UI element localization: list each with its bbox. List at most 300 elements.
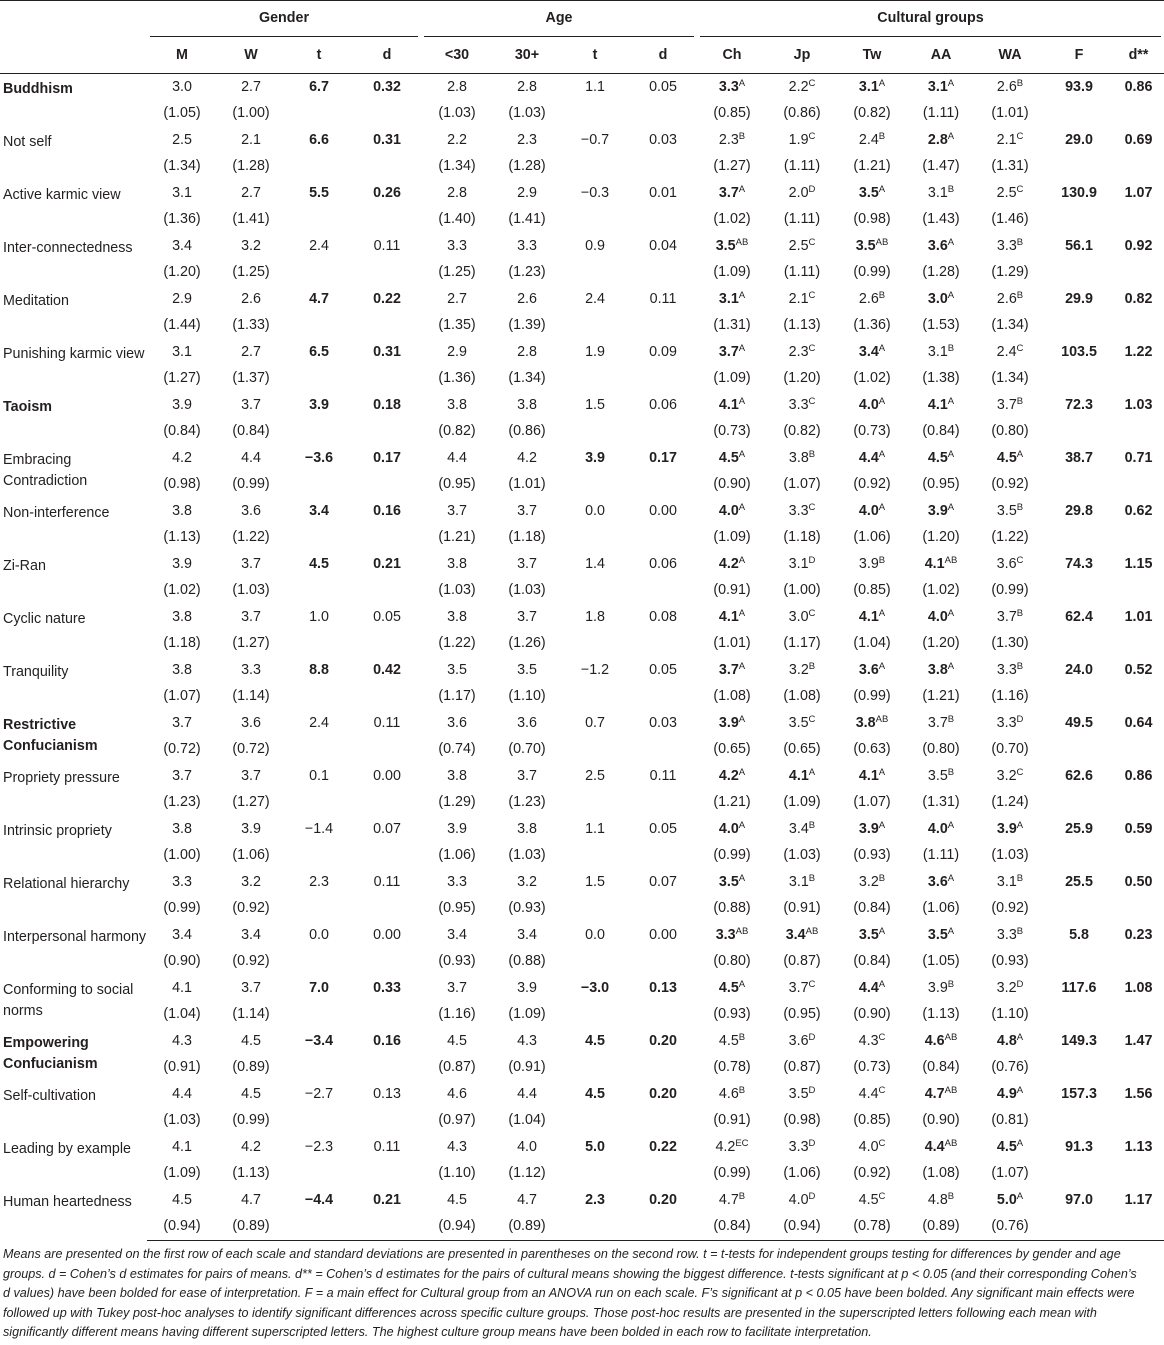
cell-value: [217, 445, 285, 471]
cell-value: [147, 180, 217, 206]
group-header-age: Age: [421, 1, 697, 38]
cell-mean: 1.07: [1124, 184, 1153, 201]
cell-mean: 4.2: [517, 449, 537, 466]
table-row-sd: [0, 1213, 1164, 1241]
cell-sd: [353, 1213, 421, 1241]
cell-mean: 0.13: [373, 1085, 401, 1102]
cell-sd: (1.22): [991, 529, 1029, 545]
posthoc-superscript: B: [1016, 607, 1024, 619]
cell-mean: 29.0: [1065, 131, 1093, 148]
cell-mean: 3.5: [517, 661, 537, 678]
cell-sd: [1045, 948, 1113, 975]
posthoc-superscript: B: [1016, 872, 1024, 884]
cell-mean: 2.8: [927, 131, 948, 148]
cell-sd: [629, 259, 697, 286]
cell-sd: [1045, 100, 1113, 127]
cell-mean: 0.00: [373, 767, 401, 784]
cell-sd: [1113, 153, 1164, 180]
cell-mean: 1.13: [1124, 1138, 1153, 1155]
cell-value: [975, 392, 1045, 418]
cell-value: [837, 1081, 907, 1107]
cell-mean: 4.2: [715, 1138, 736, 1155]
cell-value: [975, 710, 1045, 736]
table-row-sd: [0, 1107, 1164, 1134]
cell-mean: 3.3: [241, 661, 261, 678]
cell-value: [1113, 1028, 1164, 1054]
cell-value: [421, 127, 493, 153]
cell-sd: [1045, 736, 1113, 763]
cell-value: [767, 816, 837, 842]
cell-sd: (1.00): [163, 847, 201, 863]
cell-mean: 4.0: [788, 1191, 809, 1208]
scale-label: Taoism: [3, 399, 52, 415]
cell-mean: 2.3: [309, 873, 329, 890]
cell-value: [1045, 763, 1113, 789]
cell-sd: (0.97): [438, 1112, 476, 1128]
cell-sd: (1.27): [232, 794, 270, 810]
cell-value: [285, 604, 353, 630]
cell-mean: 3.8: [447, 608, 467, 625]
cell-value: [697, 710, 767, 736]
cell-mean: 4.0: [858, 1138, 879, 1155]
cell-mean: 24.0: [1065, 661, 1093, 678]
cell-value: [147, 445, 217, 471]
cell-mean: 2.6: [996, 78, 1017, 95]
cell-mean: 1.4: [585, 555, 605, 572]
cell-mean: 4.2: [241, 1138, 261, 1155]
cell-value: [353, 445, 421, 471]
cell-sd: [353, 577, 421, 604]
cell-mean: 3.7: [718, 343, 739, 360]
cell-value: [629, 180, 697, 206]
cell-mean: 3.3: [788, 1138, 809, 1155]
cell-mean: 3.5: [718, 873, 739, 890]
cell-value: [975, 657, 1045, 683]
cell-mean: 0.00: [373, 926, 401, 943]
table-row-sd: [0, 1001, 1164, 1028]
cell-value: [493, 392, 561, 418]
table-row: [0, 763, 1164, 789]
cell-value: [561, 1081, 629, 1107]
cell-mean: 3.7: [241, 767, 261, 784]
cell-sd: (1.03): [508, 582, 546, 598]
posthoc-superscript: A: [878, 395, 886, 407]
cell-value: [285, 922, 353, 948]
cell-value: [629, 1187, 697, 1213]
cell-mean: 4.3: [858, 1032, 879, 1049]
cell-mean: 5.5: [309, 184, 329, 201]
cell-value: [767, 922, 837, 948]
cell-value: [353, 869, 421, 895]
cell-sd: (1.13): [163, 529, 201, 545]
cell-sd: [561, 524, 629, 551]
cell-value: [907, 339, 975, 365]
cell-sd: (1.09): [713, 529, 751, 545]
cell-sd: (1.02): [713, 211, 751, 227]
cell-mean: 0.11: [373, 1138, 401, 1155]
cell-value: [147, 74, 217, 101]
cell-value: [907, 233, 975, 259]
cell-value: [697, 392, 767, 418]
cell-sd: (0.95): [438, 900, 476, 916]
cell-sd: (1.53): [922, 317, 960, 333]
posthoc-superscript: A: [947, 872, 955, 884]
cell-sd: (0.94): [147, 1213, 217, 1241]
cell-sd: (1.09): [163, 1165, 201, 1181]
cell-value: [975, 604, 1045, 630]
cell-mean: −3.4: [304, 1032, 334, 1049]
cell-sd: (0.76): [991, 1059, 1029, 1075]
cell-mean: 3.4: [172, 237, 192, 254]
cell-mean: 4.5: [585, 1085, 605, 1102]
posthoc-superscript: A: [738, 819, 746, 831]
cell-value: [767, 975, 837, 1001]
cell-sd: [629, 524, 697, 551]
cell-mean: 4.0: [718, 820, 739, 837]
cell-value: [493, 339, 561, 365]
cell-sd: [353, 1107, 421, 1134]
cell-sd: (1.06): [922, 900, 960, 916]
cell-mean: 3.4: [447, 926, 467, 943]
column-header: 30+: [493, 37, 561, 74]
posthoc-superscript: C: [1016, 183, 1024, 195]
cell-sd: (1.08): [713, 688, 751, 704]
cell-mean: 4.4: [858, 979, 879, 996]
cell-mean: 0.52: [1124, 661, 1153, 678]
cell-sd: (1.03): [232, 582, 270, 598]
posthoc-superscript: B: [878, 289, 886, 301]
cell-sd: (1.29): [991, 264, 1029, 280]
cell-sd: [1113, 259, 1164, 286]
cell-value: [147, 710, 217, 736]
cell-value: [837, 498, 907, 524]
cell-mean: 3.7: [517, 608, 537, 625]
cell-sd: (1.00): [232, 105, 270, 121]
cell-mean: 0.07: [373, 820, 401, 837]
table-row: [0, 127, 1164, 153]
cell-mean: −2.7: [304, 1085, 334, 1102]
cell-value: [907, 975, 975, 1001]
cell-mean: 3.2: [996, 979, 1017, 996]
cell-value: [421, 922, 493, 948]
cell-sd: [1113, 842, 1164, 869]
posthoc-superscript: A: [738, 872, 746, 884]
cell-sd: (1.07): [783, 476, 821, 492]
cell-value: [217, 392, 285, 418]
subscale-label: Interpersonal harmony: [3, 929, 147, 945]
cell-mean: 3.3: [996, 237, 1017, 254]
cell-value: [697, 74, 767, 101]
cell-mean: 3.6: [858, 661, 879, 678]
cell-mean: 2.9: [517, 184, 537, 201]
cell-sd: (0.78): [837, 1213, 907, 1241]
cell-mean: 3.6: [241, 502, 261, 519]
cell-mean: 4.3: [447, 1138, 467, 1155]
cell-value: [1045, 339, 1113, 365]
cell-mean: 2.6: [996, 290, 1017, 307]
cell-mean: 3.5: [927, 767, 948, 784]
cell-sd: [1113, 1001, 1164, 1028]
cell-sd: (1.03): [508, 105, 546, 121]
posthoc-superscript: C: [878, 1190, 886, 1202]
cell-value: [285, 74, 353, 101]
column-header-row: [0, 37, 1164, 74]
table-row-sd: [0, 524, 1164, 551]
cell-mean: 3.1: [718, 290, 739, 307]
cell-sd: (0.80): [922, 741, 960, 757]
posthoc-superscript: A: [878, 77, 886, 89]
cell-mean: 3.1: [927, 78, 948, 95]
posthoc-superscript: A: [878, 819, 886, 831]
cell-mean: 1.01: [1124, 608, 1153, 625]
posthoc-superscript: B: [738, 1084, 746, 1096]
posthoc-superscript: A: [738, 660, 746, 672]
cell-mean: 3.5: [447, 661, 467, 678]
posthoc-superscript: C: [1016, 554, 1024, 566]
scale-label: Empowering Confucianism: [3, 1035, 98, 1072]
cell-value: [975, 869, 1045, 895]
posthoc-superscript: EC: [735, 1137, 749, 1149]
cell-mean: 0.01: [649, 184, 677, 201]
cell-mean: 3.5: [788, 1085, 809, 1102]
cell-sd: [1113, 736, 1164, 763]
cell-mean: 3.7: [718, 661, 739, 678]
posthoc-superscript: A: [738, 395, 746, 407]
cell-value: [493, 233, 561, 259]
posthoc-superscript: A: [947, 289, 955, 301]
cell-mean: 4.5: [447, 1191, 467, 1208]
posthoc-superscript: B: [878, 872, 886, 884]
cell-mean: 4.6: [447, 1085, 467, 1102]
cell-sd: [1113, 100, 1164, 127]
cell-mean: 2.3: [718, 131, 739, 148]
cell-value: [147, 1028, 217, 1054]
cell-value: [147, 127, 217, 153]
cell-value: [421, 604, 493, 630]
cell-mean: 4.9: [996, 1085, 1017, 1102]
subscale-label: Relational hierarchy: [3, 876, 130, 892]
cell-sd: (0.99): [853, 264, 891, 280]
cell-value: [421, 392, 493, 418]
cell-mean: 3.4: [517, 926, 537, 943]
posthoc-superscript: C: [808, 77, 816, 89]
cell-sd: (0.99): [853, 688, 891, 704]
posthoc-superscript: B: [738, 1031, 746, 1043]
cell-value: [353, 1187, 421, 1213]
cell-sd: [1113, 471, 1164, 498]
cell-sd: (1.29): [438, 794, 476, 810]
cell-sd: [1045, 1001, 1113, 1028]
cell-sd: (0.89): [493, 1213, 561, 1241]
cell-sd: (1.11): [922, 105, 960, 121]
cell-sd: (0.93): [713, 1006, 751, 1022]
cell-sd: (0.82): [853, 105, 891, 121]
cell-value: [561, 816, 629, 842]
cell-value: [421, 286, 493, 312]
cell-value: [629, 286, 697, 312]
posthoc-superscript: A: [947, 236, 955, 248]
cell-mean: 3.7: [517, 767, 537, 784]
cell-sd: [629, 789, 697, 816]
cell-sd: [1045, 842, 1113, 869]
cell-sd: [285, 1054, 353, 1081]
cell-sd: [629, 418, 697, 445]
cell-value: [837, 1028, 907, 1054]
cell-sd: [561, 312, 629, 339]
cell-value: [421, 445, 493, 471]
cell-mean: 62.6: [1065, 767, 1093, 784]
posthoc-superscript: A: [947, 607, 955, 619]
cell-value: [147, 233, 217, 259]
cell-value: [767, 339, 837, 365]
subscale-label: Tranquility: [3, 664, 69, 680]
cell-value: [1113, 445, 1164, 471]
scale-label: Buddhism: [3, 81, 73, 97]
cell-mean: 4.7: [718, 1191, 739, 1208]
cell-sd: (0.90): [713, 476, 751, 492]
posthoc-superscript: A: [1016, 1137, 1024, 1149]
cell-value: [421, 975, 493, 1001]
posthoc-superscript: AB: [875, 236, 889, 248]
cell-sd: (0.90): [853, 1006, 891, 1022]
cell-mean: 4.5: [718, 979, 739, 996]
table-row-sd: [0, 418, 1164, 445]
cell-value: [147, 975, 217, 1001]
cell-mean: 3.7: [996, 396, 1017, 413]
cell-sd: (1.16): [991, 688, 1029, 704]
cell-sd: (1.46): [991, 211, 1029, 227]
cell-value: [975, 922, 1045, 948]
cell-value: [561, 551, 629, 577]
table-row: [0, 975, 1164, 1001]
cell-value: [1045, 127, 1113, 153]
cell-mean: 3.2: [996, 767, 1017, 784]
cell-sd: (1.21): [713, 794, 751, 810]
cell-value: [353, 551, 421, 577]
cell-value: [1113, 339, 1164, 365]
cell-sd: [1045, 206, 1113, 233]
cell-mean: 0.33: [373, 979, 401, 996]
cell-sd: (1.06): [232, 847, 270, 863]
cell-value: [285, 763, 353, 789]
column-header: W: [217, 37, 285, 74]
cell-mean: 4.7: [517, 1191, 537, 1208]
cell-mean: 49.5: [1065, 714, 1093, 731]
cell-mean: 3.0: [788, 608, 809, 625]
cell-mean: 0.20: [649, 1191, 677, 1208]
cell-sd: (0.93): [991, 953, 1029, 969]
cell-mean: 3.8: [447, 767, 467, 784]
cell-mean: 0.31: [373, 131, 401, 148]
cell-sd: (1.28): [508, 158, 546, 174]
cell-sd: [561, 1107, 629, 1134]
cell-value: [767, 763, 837, 789]
cell-mean: −1.2: [580, 661, 610, 678]
cell-value: [1113, 551, 1164, 577]
cell-sd: (1.02): [853, 370, 891, 386]
cell-value: [493, 763, 561, 789]
cell-value: [1113, 392, 1164, 418]
posthoc-superscript: B: [947, 766, 955, 778]
posthoc-superscript: C: [808, 236, 816, 248]
cell-sd: (0.70): [991, 741, 1029, 757]
cell-value: [493, 74, 561, 101]
cell-value: [561, 1134, 629, 1160]
cell-value: [421, 763, 493, 789]
cell-sd: (1.08): [922, 1165, 960, 1181]
cell-sd: [353, 1160, 421, 1187]
cell-value: [561, 1028, 629, 1054]
cell-value: [907, 74, 975, 101]
cell-value: [629, 74, 697, 101]
column-header: AA: [907, 37, 975, 74]
cell-sd: (1.28): [922, 264, 960, 280]
posthoc-superscript: A: [808, 766, 816, 778]
cell-sd: [1113, 1054, 1164, 1081]
cell-sd: (1.02): [922, 582, 960, 598]
cell-sd: (1.30): [991, 635, 1029, 651]
posthoc-superscript: AB: [944, 1031, 958, 1043]
cell-sd: [353, 842, 421, 869]
cell-sd: [353, 895, 421, 922]
cell-value: [421, 1028, 493, 1054]
cell-sd: (1.39): [508, 317, 546, 333]
cell-sd: (1.11): [922, 847, 960, 863]
cell-sd: [561, 1160, 629, 1187]
cell-sd: [1045, 153, 1113, 180]
cell-sd: [561, 1054, 629, 1081]
cell-sd: [629, 842, 697, 869]
posthoc-superscript: B: [808, 448, 816, 460]
cell-value: [421, 180, 493, 206]
cell-value: [493, 816, 561, 842]
cell-mean: 2.9: [172, 290, 192, 307]
cell-value: [217, 975, 285, 1001]
cell-sd: [353, 153, 421, 180]
cell-sd: (1.20): [922, 635, 960, 651]
cell-sd: (1.04): [163, 1006, 201, 1022]
posthoc-superscript: A: [738, 448, 746, 460]
cell-value: [629, 392, 697, 418]
cell-mean: 3.7: [172, 714, 192, 731]
posthoc-superscript: B: [808, 660, 816, 672]
cell-value: [421, 74, 493, 101]
cell-mean: 2.4: [309, 237, 329, 254]
cell-value: [493, 657, 561, 683]
cell-mean: 0.11: [373, 873, 401, 890]
cell-mean: 3.7: [718, 184, 739, 201]
cell-mean: 0.20: [649, 1032, 677, 1049]
cell-sd: [1045, 312, 1113, 339]
cell-value: [837, 392, 907, 418]
cell-value: [285, 1187, 353, 1213]
cell-sd: (0.84): [232, 423, 270, 439]
cell-mean: 3.9: [996, 820, 1017, 837]
cell-sd: (1.20): [922, 529, 960, 545]
table-row: [0, 551, 1164, 577]
cell-sd: (0.84): [853, 953, 891, 969]
cell-mean: 0.1: [309, 767, 329, 784]
cell-sd: (0.93): [508, 900, 546, 916]
posthoc-superscript: B: [808, 819, 816, 831]
cell-value: [353, 710, 421, 736]
cell-value: [975, 180, 1045, 206]
cell-sd: (1.28): [232, 158, 270, 174]
cell-sd: (1.36): [438, 370, 476, 386]
cell-mean: 3.9: [927, 979, 948, 996]
cell-sd: (1.31): [713, 317, 751, 333]
cell-value: [1113, 180, 1164, 206]
